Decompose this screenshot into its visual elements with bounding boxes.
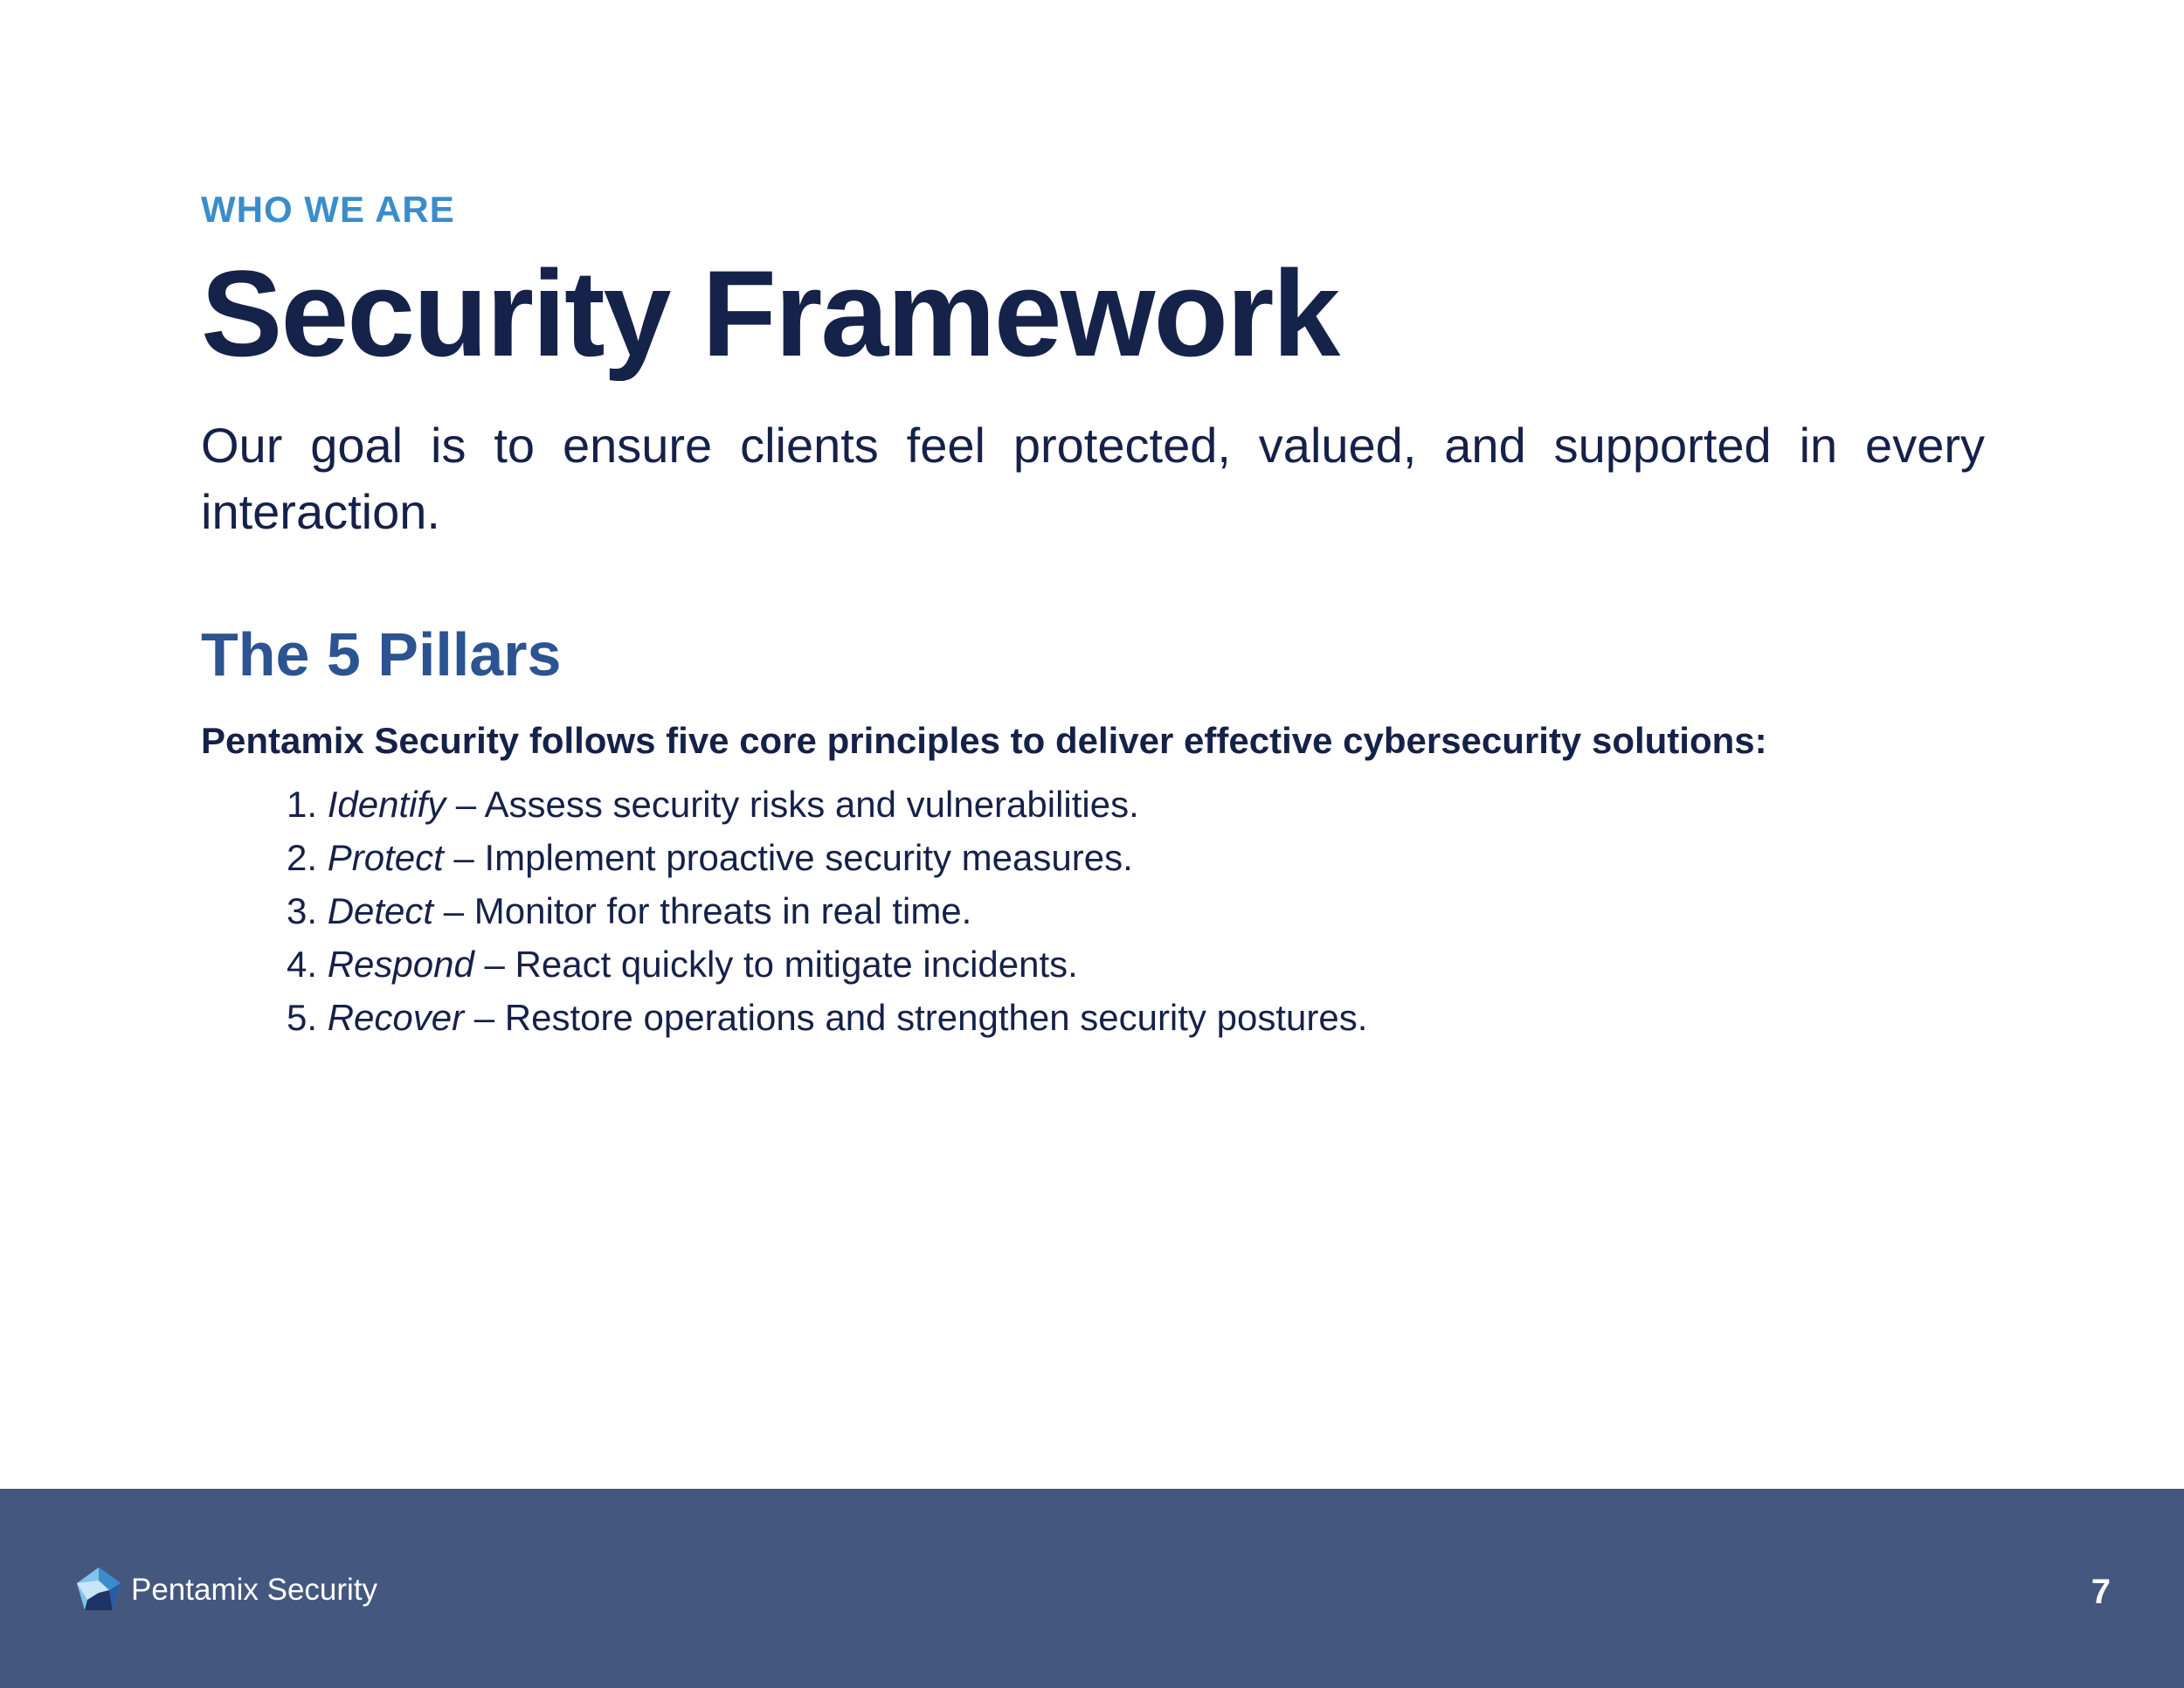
pillar-number: 5. [287,997,318,1038]
page-title: Security Framework [201,245,1339,382]
pillars-intro: Pentamix Security follows five core principles to deliver effective cybersecurity solutions: [201,720,1767,761]
pillar-description: – Implement proactive security measures. [443,837,1133,878]
pillar-number: 2. [287,837,318,878]
pillar-description: – Restore operations and strengthen security postures. [464,997,1368,1038]
lead-paragraph: Our goal is to ensure clients feel protected, valued, and supported in every interaction. [201,418,1985,539]
pentagon-logo-icon [73,1565,124,1615]
page-content [201,183,1985,1044]
pillars-heading: The 5 Pillars [201,620,562,688]
pillar-number: 3. [287,890,318,931]
brand-name: Pentamix Security [131,1573,378,1607]
pillar-item-recover [287,991,1985,1044]
pillar-name: Protect [327,837,444,878]
pillar-item-respond [287,937,1985,991]
pillar-number: 4. [287,944,318,985]
pillar-item-protect [287,831,1985,884]
page-number: 7 [2091,1573,2111,1611]
pillar-name: Recover [327,997,465,1038]
page-footer [0,1489,2184,1688]
pillar-name: Respond [327,944,474,985]
pillar-name: Detect [327,890,434,931]
pillars-list [201,778,1985,1044]
pillar-description: – Monitor for threats in real time. [433,890,972,931]
section-eyebrow: WHO WE ARE [201,189,455,230]
pillar-item-detect [287,884,1985,937]
brand [73,1564,377,1616]
pillar-description: – Assess security risks and vulnerabilities. [446,784,1139,825]
pillar-name: Identify [327,784,446,825]
pillar-item-identify [287,778,1985,831]
pillar-number: 1. [287,784,318,825]
pillar-description: – React quickly to mitigate incidents. [473,944,1078,985]
